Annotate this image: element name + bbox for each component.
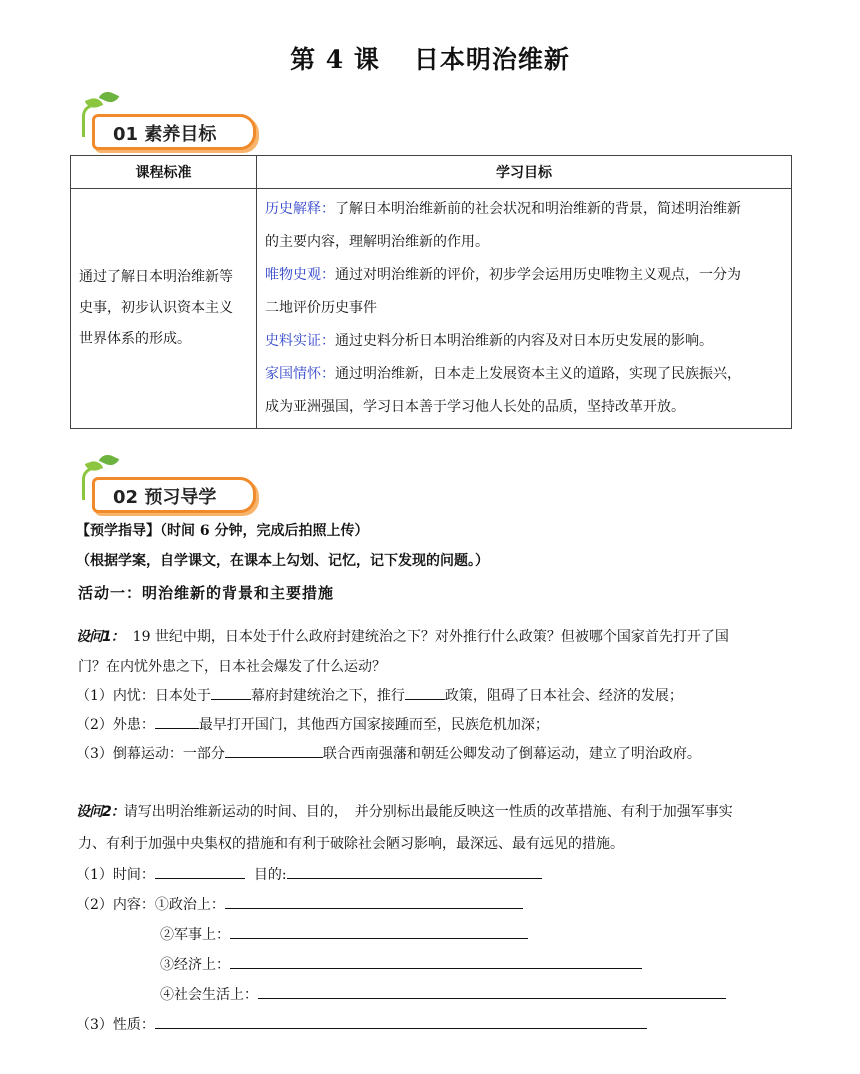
blank-field[interactable]	[155, 1014, 647, 1029]
table-header-standard: 课程标准	[71, 156, 257, 189]
blank-field[interactable]	[155, 714, 199, 729]
answer-prompt: 幕府封建统治之下，推行	[250, 688, 405, 704]
answer-line	[76, 894, 523, 914]
answer-prompt: （1）内忧：日本处于	[76, 688, 211, 704]
goal-text: 通过对明治维新的评价，初步学会运用历史唯物主义观点，一分为	[335, 267, 741, 283]
lesson-number: 第 4 课	[290, 45, 380, 74]
goal-tag: 历史解释：	[265, 201, 335, 217]
goal-text: 通过明治维新，日本走上发展资本主义的道路，实现了民族振兴，	[335, 366, 741, 382]
answer-prompt: （2）内容：①政治上：	[76, 897, 225, 913]
question-2	[76, 801, 733, 821]
blank-field[interactable]	[287, 864, 542, 879]
blank-field[interactable]	[230, 924, 528, 939]
answer-line	[76, 864, 542, 884]
standard-cell	[71, 189, 257, 429]
goals-cell	[257, 189, 792, 429]
question-text: 请写出明治维新运动的时间、目的， 并分别标出最能反映这一性质的改革措施、有利于加强军事实	[123, 804, 733, 820]
blank-field[interactable]	[258, 984, 726, 999]
answer-prompt: 最早打开国门，其他西方国家接踵而至，民族危机加深；	[198, 717, 549, 733]
section-badge-preview	[74, 455, 264, 513]
goal-text: 通过史料分析日本明治维新的内容及对日本历史发展的影响。	[335, 333, 713, 349]
question-text-cont: 力、有利于加强中央集权的措施和有利于破除社会陋习影响，最深远、最有远见的措施。	[78, 836, 624, 852]
goal-item	[265, 193, 783, 226]
table-header-goals: 学习目标	[257, 156, 792, 189]
blank-field[interactable]	[405, 685, 445, 700]
answer-prompt: ④社会生活上：	[160, 987, 258, 1003]
answer-line	[76, 743, 701, 763]
goal-tag: 唯物史观：	[265, 267, 335, 283]
answer-line	[160, 984, 726, 1004]
answer-prompt: ③经济上：	[160, 957, 230, 973]
answer-prompt: （1）时间：	[76, 867, 155, 883]
guide-heading: 【预学指导】（时间 6 分钟，完成后拍照上传）	[76, 523, 369, 539]
activity-title: 活动一：明治维新的背景和主要措施	[78, 584, 335, 602]
answer-prompt: （2）外患：	[76, 717, 155, 733]
answer-prompt: 联合西南强藩和朝廷公卿发动了倒幕运动，建立了明治政府。	[322, 746, 701, 762]
question-1	[76, 626, 729, 646]
section-label: 01 素养目标	[113, 124, 217, 145]
blank-field[interactable]	[225, 894, 523, 909]
blank-field[interactable]	[211, 685, 251, 700]
question-text: 19 世纪中期，日本处于什么政府封建统治之下？对外推行什么政策？但被哪个国家首先打开了国	[132, 629, 729, 645]
answer-prompt: 政策，阻碍了日本社会、经济的发展；	[444, 688, 683, 704]
standard-line: 史事，初步认识资本主义	[79, 300, 233, 316]
goal-tag: 史料实证：	[265, 333, 335, 349]
question-label: 设问2：	[76, 804, 124, 820]
answer-prompt: （3）性质：	[76, 1017, 155, 1033]
answer-prompt: （3）倒幕运动：一部分	[76, 746, 225, 762]
goal-item	[265, 325, 783, 358]
answer-prompt: ②军事上：	[160, 927, 230, 943]
section-label: 02 预习导学	[113, 487, 217, 508]
goal-text-cont: 的主要内容，理解明治维新的作用。	[265, 234, 489, 250]
answer-line	[76, 685, 683, 705]
answer-line	[76, 1014, 647, 1034]
answer-line	[160, 924, 528, 944]
standard-line: 世界体系的形成。	[79, 331, 191, 347]
answer-line	[160, 954, 642, 974]
answer-line	[76, 714, 549, 734]
goals-table	[70, 155, 792, 429]
goal-text-cont: 成为亚洲强国，学习日本善于学习他人长处的品质，坚持改革开放。	[265, 399, 685, 415]
page-title	[0, 40, 860, 76]
section-badge-goals	[74, 92, 264, 150]
blank-field[interactable]	[230, 954, 642, 969]
question-text-cont: 门？在内忧外患之下，日本社会爆发了什么运动？	[78, 659, 386, 675]
blank-field[interactable]	[155, 864, 245, 879]
standard-line: 通过了解日本明治维新等	[79, 269, 233, 285]
goal-text-cont: 二地评价历史事件	[265, 300, 377, 316]
lesson-name: 日本明治维新	[413, 45, 570, 74]
goal-text: 了解日本明治维新前的社会状况和明治维新的背景，简述明治维新	[335, 201, 741, 217]
question-label: 设问1：	[76, 629, 124, 645]
blank-field[interactable]	[225, 743, 323, 758]
goal-item	[265, 358, 783, 391]
goal-tag: 家国情怀：	[265, 366, 335, 382]
answer-prompt: 目的:	[253, 867, 287, 883]
goal-item	[265, 259, 783, 292]
guide-note: （根据学案，自学课文，在课本上勾划、记忆，记下发现的问题。）	[76, 553, 489, 569]
